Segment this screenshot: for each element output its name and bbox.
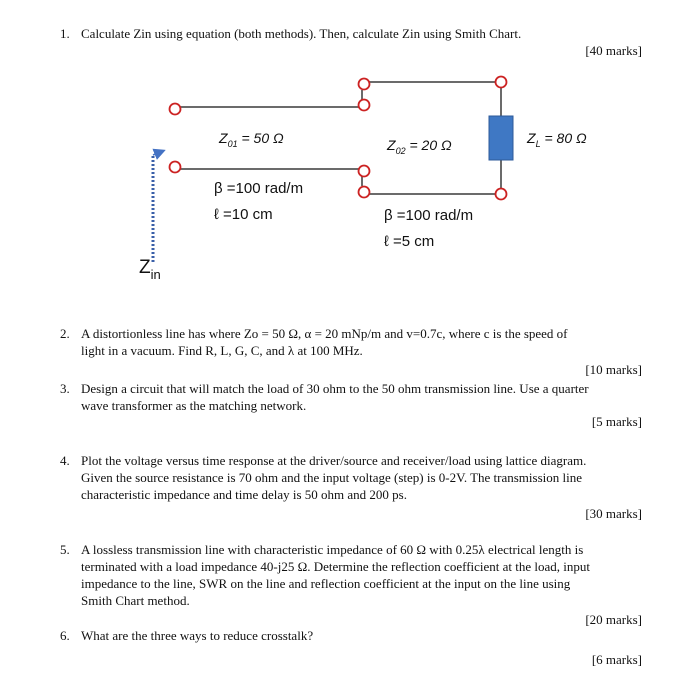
line1-input-terminal-bottom <box>170 162 181 173</box>
zl-label: $Z_L = 80$ Ω <box>527 130 587 149</box>
question-text <box>81 541 590 609</box>
question-text-line: light in a vacuum. Find R, L, G, C, and λ at 100 MHz. <box>81 343 363 358</box>
z01-label: $Z_{01} = 50$ Ω <box>219 130 284 149</box>
question-text-line: Smith Chart method. <box>81 593 190 608</box>
line1-input-terminal-top <box>170 104 181 115</box>
length2-label: ℓ =5 cm <box>384 233 435 250</box>
question-text-line: wave transformer as the matching network. <box>81 398 307 413</box>
question-text-line: What are the three ways to reduce crosstalk? <box>81 628 314 643</box>
question-text-line: characteristic impedance and time delay is 50 ohm and 200 ps. <box>81 487 407 502</box>
question-1-text: Calculate Zin using equation (both methods). Then, calculate Zin using Smith Chart. <box>81 26 522 41</box>
question-text-line: impedance to the line, SWR on the line and reflection coefficient at the input on the line using <box>81 576 571 591</box>
question-marks: [30 marks] <box>585 506 642 521</box>
load-impedance-block <box>489 116 513 160</box>
line1-output-terminal-top <box>359 100 370 111</box>
question-text-line: A lossless transmission line with characteristic impedance of 60 Ω with 0.25λ electrical length is <box>81 542 584 557</box>
question-text-line: terminated with a load impedance 40-j25 Ω. Determine the reflection coefficient at the load, input <box>81 559 591 574</box>
question-text-line: A distortionless line has where Zo = 50 Ω, α = 20 mNp/m and v=0.7c, where c is the speed of <box>81 326 568 341</box>
question-text <box>81 452 586 503</box>
question-marks: [20 marks] <box>585 612 642 627</box>
question-number: 2. <box>60 326 70 341</box>
zin-arrow-icon <box>153 151 163 155</box>
question-number: 5. <box>60 542 70 557</box>
zin-label: $Z_{in}$ <box>139 257 161 282</box>
beta2-label: β =100 rad/m <box>384 207 474 224</box>
question-text-line: Given the source resistance is 70 ohm and the input voltage (step) is 0-2V. The transmission line <box>81 470 583 485</box>
question-number: 4. <box>60 453 70 468</box>
question-text-line: Design a circuit that will match the load of 30 ohm to the 50 ohm transmission line. Use a quarter <box>81 381 589 396</box>
transmission-line-circuit <box>0 0 682 300</box>
question-number: 3. <box>60 381 70 396</box>
question-number: 6. <box>60 628 70 643</box>
question-marks: [5 marks] <box>591 414 642 429</box>
line2-output-terminal-bottom <box>496 189 507 200</box>
length1-label: ℓ =10 cm <box>214 206 273 223</box>
line1-output-terminal-bottom <box>359 166 370 177</box>
question-1-marks: [40 marks] <box>585 43 642 58</box>
question-1-number: 1. <box>60 26 70 41</box>
question-marks: [10 marks] <box>585 362 642 377</box>
beta1-label: β =100 rad/m <box>214 180 304 197</box>
question-text-line: Plot the voltage versus time response at the driver/source and receiver/load using lattice diagram. <box>81 453 587 468</box>
question-text <box>81 380 589 414</box>
question-text <box>81 627 313 644</box>
line2-input-terminal-bottom <box>359 187 370 198</box>
line2-input-terminal-top <box>359 79 370 90</box>
question-marks: [6 marks] <box>591 652 642 667</box>
line2-output-terminal-top <box>496 77 507 88</box>
question-text <box>81 325 568 359</box>
z02-label: $Z_{02} = 20$ Ω <box>387 137 452 156</box>
